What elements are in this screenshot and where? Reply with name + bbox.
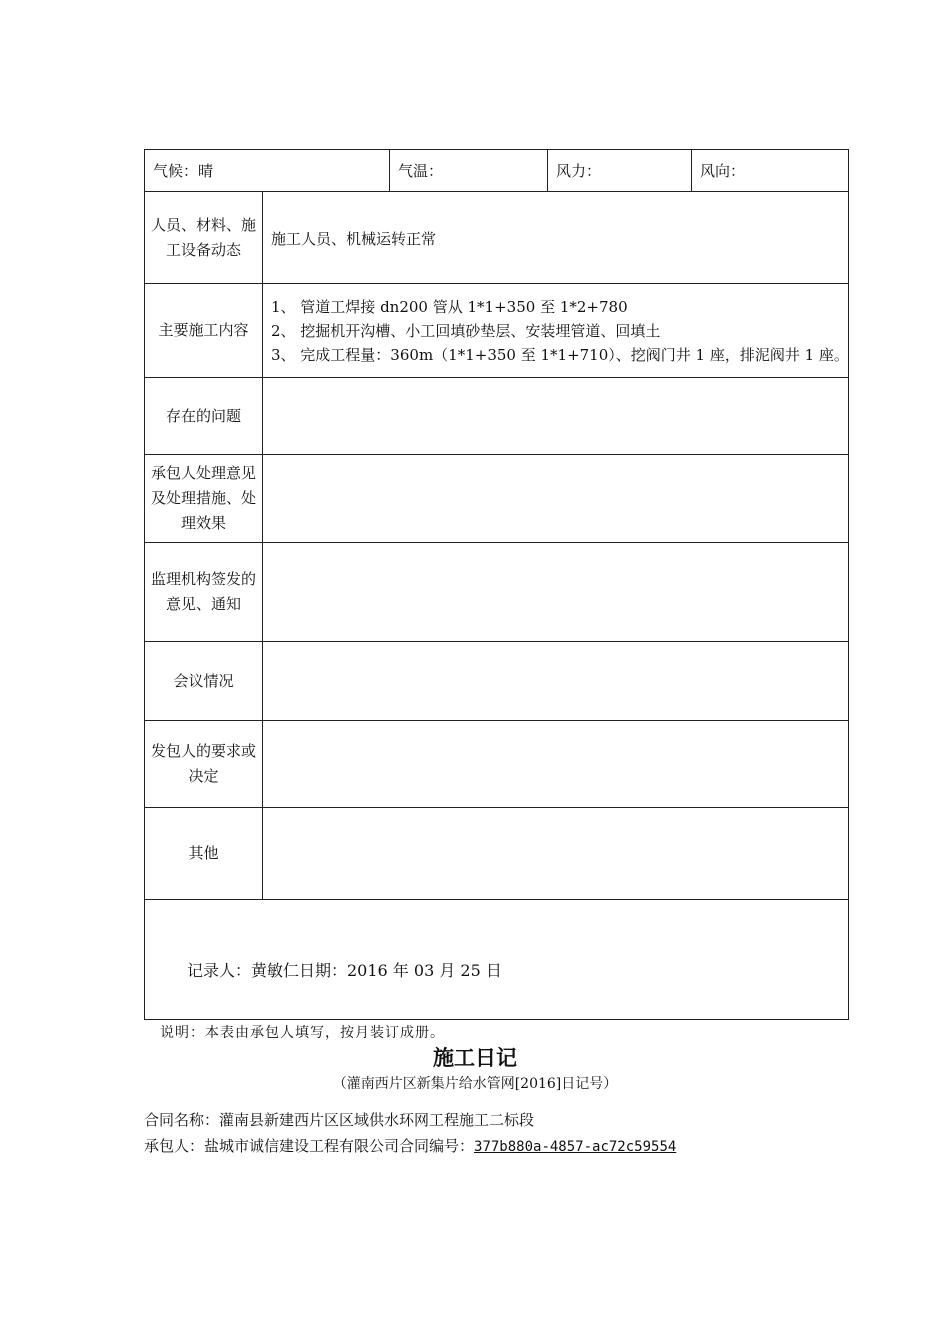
recorder-row	[145, 900, 849, 1020]
meeting-row	[145, 642, 849, 721]
content-item: 2、 挖掘机开沟槽、小工回填砂垫层、安装埋管道、回填土	[271, 321, 661, 340]
recorder-cell	[145, 900, 849, 1020]
other-row	[145, 808, 849, 900]
content-row	[145, 284, 849, 378]
wind-direction-cell: 风向：	[692, 150, 849, 192]
employer-row	[145, 721, 849, 808]
contractor-text: 承包人：盐城市诚信建设工程有限公司合同编号：	[144, 1137, 475, 1155]
recorder-text: 记录人：黄敏仁日期：2016 年 03 月 25 日	[187, 960, 502, 980]
page-title: 施工日记	[433, 1046, 517, 1070]
wind-force-cell: 风力：	[548, 150, 692, 192]
personnel-label: 人员、材料、施工设备动态	[145, 192, 263, 284]
meeting-value	[263, 642, 849, 721]
daily-log-table	[144, 149, 849, 1020]
footnote: 说明：本表由承包人填写，按月装订成册。	[160, 1025, 445, 1041]
contractor-row	[145, 455, 849, 543]
employer-label: 发包人的要求或决定	[145, 721, 263, 808]
contractor-value	[263, 455, 849, 543]
personnel-value: 施工人员、机械运转正常	[263, 192, 849, 284]
meeting-label: 会议情况	[145, 642, 263, 721]
other-label: 其他	[145, 808, 263, 900]
issues-row	[145, 378, 849, 455]
content-list	[263, 284, 849, 378]
contract-name: 合同名称：灌南县新建西片区区域供水环网工程施工二标段	[144, 1111, 535, 1129]
contract-number: 377b880a-4857-ac72c59554	[474, 1139, 677, 1155]
content-item: 1、 管道工焊接 dn200 管从 1*1+350 至 1*2+780	[271, 297, 628, 316]
contractor-label: 承包人处理意见及处理措施、处理效果	[145, 455, 263, 543]
weather-row	[145, 150, 849, 192]
weather-cell: 气候：晴	[145, 150, 390, 192]
supervision-label: 监理机构签发的意见、通知	[145, 543, 263, 642]
page-subtitle: （灌南西片区新集片给水管网[2016]日记号）	[332, 1076, 618, 1092]
personnel-row	[145, 192, 849, 284]
issues-value	[263, 378, 849, 455]
issues-label: 存在的问题	[145, 378, 263, 455]
contractor-line	[144, 1135, 676, 1156]
supervision-row	[145, 543, 849, 642]
content-item: 3、 完成工程量：360m（1*1+350 至 1*1+710）、挖阀门井 1 座，排泥阀井 1 座。	[271, 345, 849, 364]
content-label: 主要施工内容	[145, 284, 263, 378]
temperature-cell: 气温：	[390, 150, 548, 192]
other-value	[263, 808, 849, 900]
employer-value	[263, 721, 849, 808]
supervision-value	[263, 543, 849, 642]
